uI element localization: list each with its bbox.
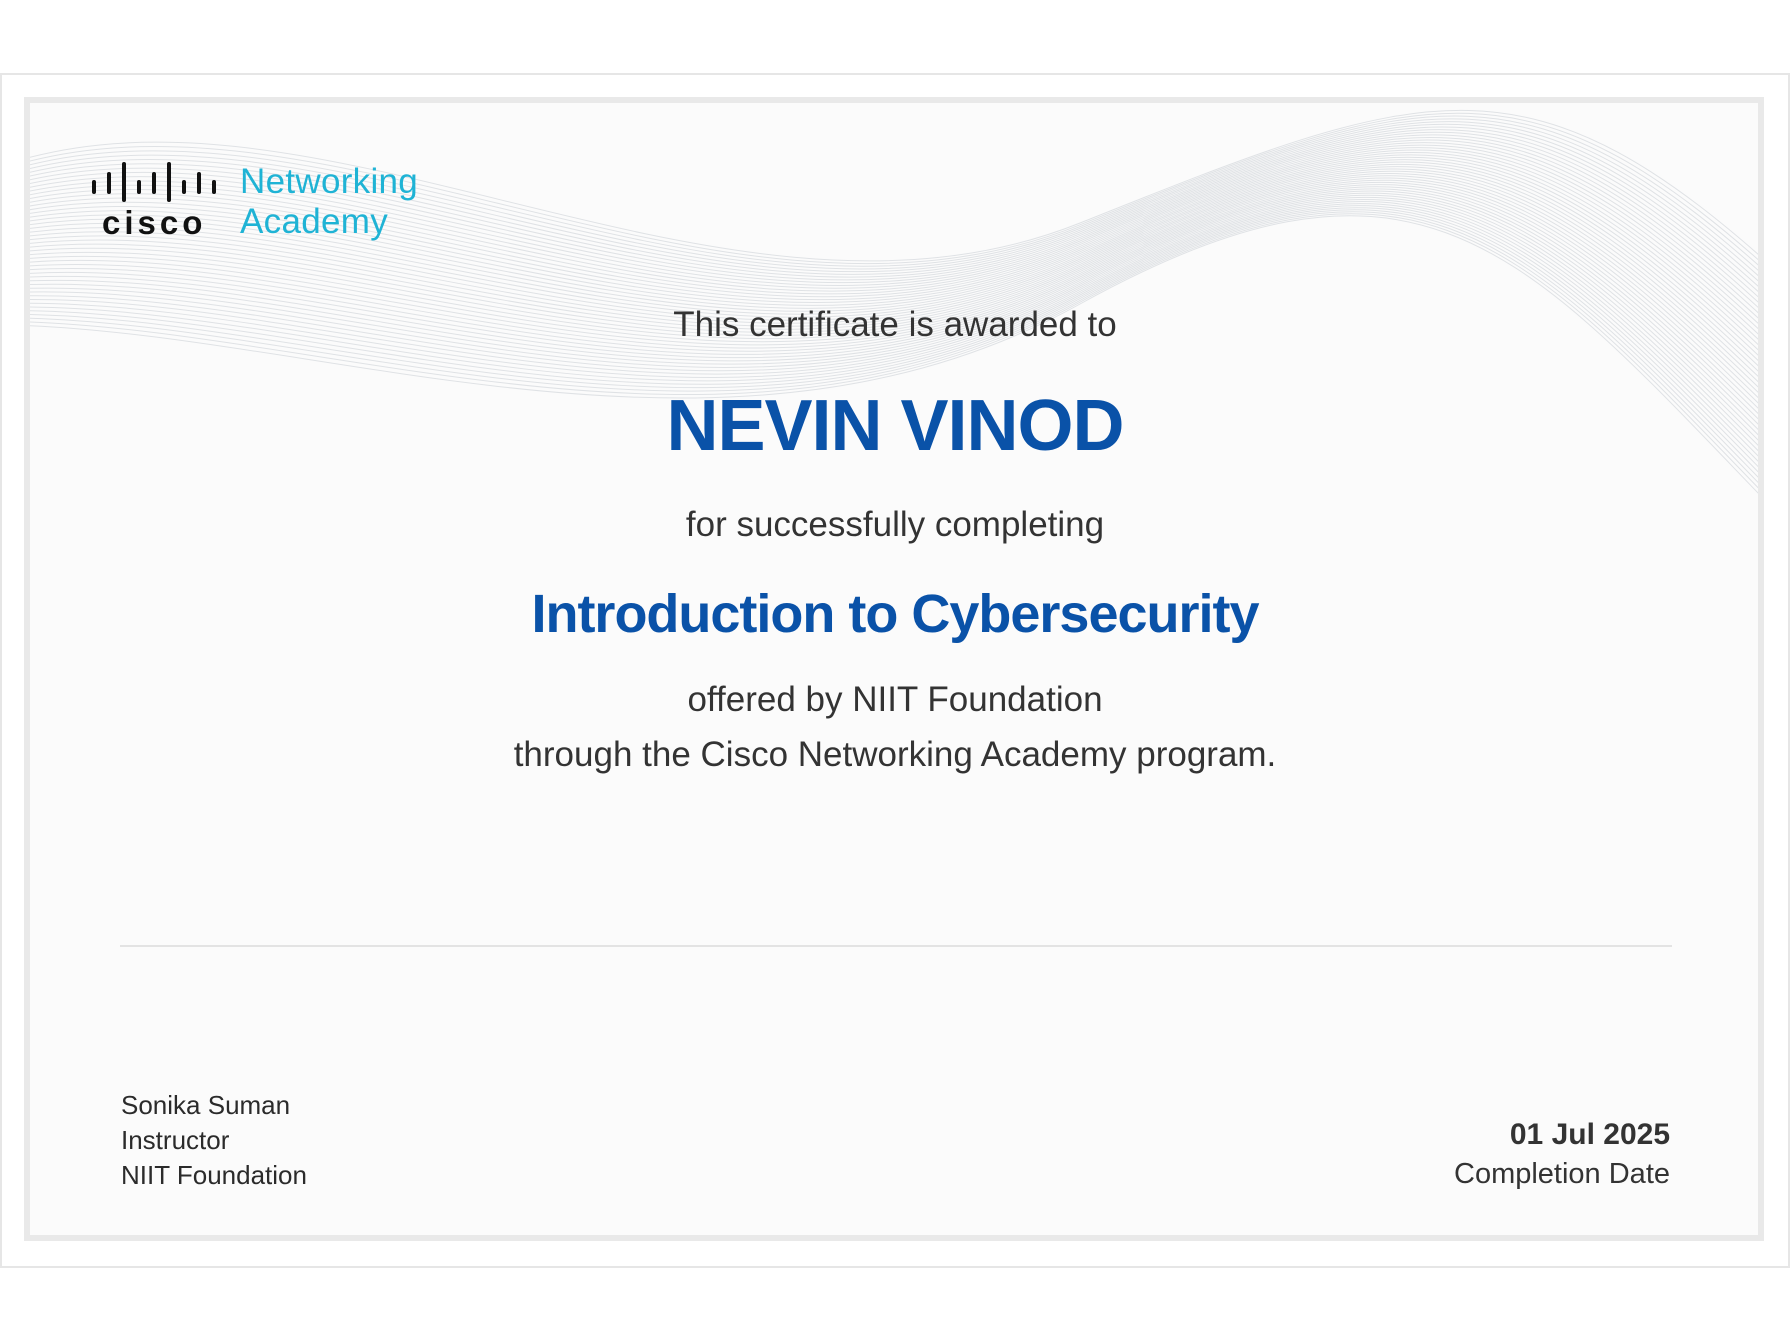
course-title: Introduction to Cybersecurity (531, 584, 1259, 644)
completion-date-label: Completion Date (1454, 1158, 1670, 1190)
signer-block (121, 1088, 307, 1193)
cisco-networking-academy-logo (92, 162, 418, 242)
signer-role: Instructor (121, 1125, 230, 1155)
completion-date: 01 Jul 2025 (1509, 1118, 1670, 1151)
program-text: through the Cisco Networking Academy program. (513, 735, 1277, 774)
cisco-wordmark: cisco (102, 204, 207, 238)
awarded-text: This certificate is awarded to (673, 305, 1117, 344)
logo-line-networking: Networking (240, 162, 419, 201)
signature-divider (120, 945, 1672, 947)
logo-line-academy: Academy (240, 202, 388, 241)
completing-text: for successfully completing (685, 505, 1105, 544)
recipient-name: NEVIN VINOD (666, 386, 1124, 466)
signer-name: Sonika Suman (121, 1090, 291, 1120)
certificate-frame (24, 97, 1764, 1241)
academy-wordmark (240, 162, 418, 242)
completion-date-block (1454, 1115, 1670, 1193)
cisco-logo-icon (92, 162, 228, 238)
signer-organization: NIIT Foundation (121, 1160, 307, 1190)
offered-by-text: offered by NIIT Foundation (687, 680, 1103, 719)
